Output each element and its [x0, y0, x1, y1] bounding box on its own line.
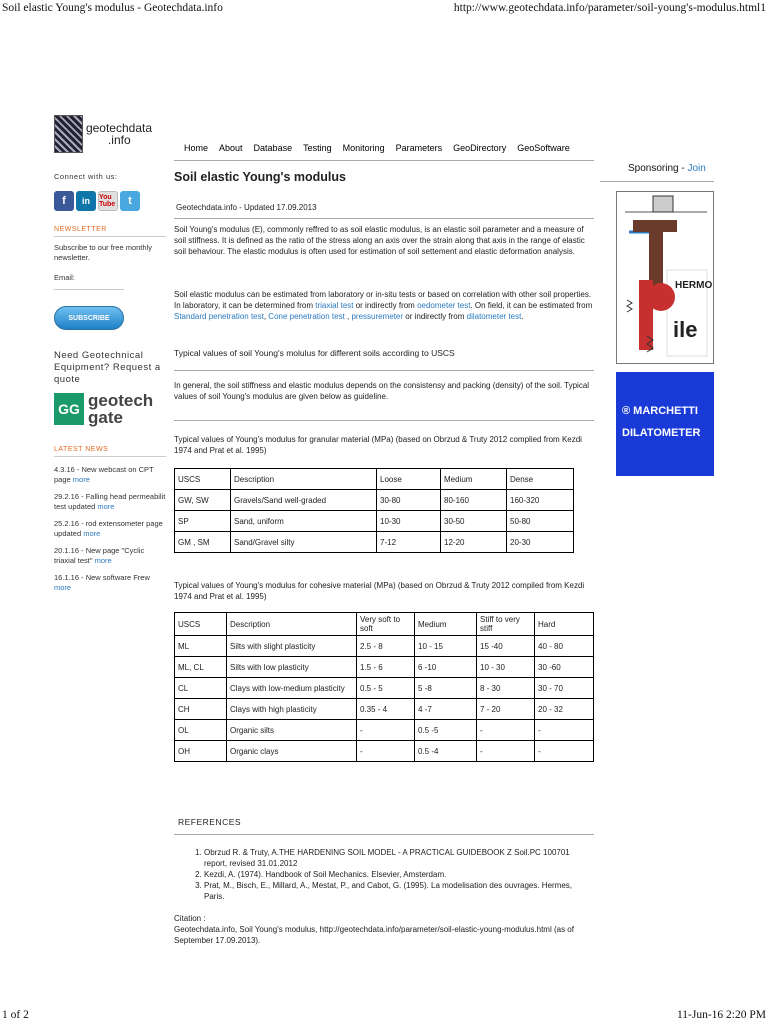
cpt-link[interactable]: Cone penetration test	[268, 312, 345, 321]
news-item: 25.2.16 - rod extensometer page updated more	[54, 519, 163, 538]
divider	[174, 834, 594, 835]
citation-text: Geotechdata.info, Soil Young's modulus, http://geotechdata.info/parameter/soil-elastic-young-modulus.html (as of September 17.09.2013).	[174, 925, 574, 945]
thermo-pile-illustration	[617, 192, 713, 363]
newsletter-text: Subscribe to our free monthly newsletter.	[54, 243, 152, 262]
citation-block	[174, 913, 574, 946]
dilatometer-test-link[interactable]: dilatometer test	[466, 312, 522, 321]
youtube-icon[interactable]: You Tube	[98, 191, 118, 211]
nav-home[interactable]: Home	[184, 143, 209, 153]
estimation-paragraph: Soil elastic modulus can be estimated from laboratory or in-situ tests or based on correlation with other soil properties. In laboratory, it can be determined from triaxial test or indirectly from oedometer test. On field, it can be estimated from Standard penetration test, Cone penetration test , pressuremeter or indirectly from dilatometer test.	[174, 290, 593, 321]
reference-item: 1. Obrzud R. & Truty, A.THE HARDENING SOIL MODEL - A PRACTICAL GUIDEBOOK Z Soil.PC 100701 report, revised 31.01.2012	[204, 847, 590, 869]
print-page-url: http://www.geotechdata.info/parameter/soil-young's-modulus.html1	[453, 2, 766, 14]
granular-table	[174, 468, 574, 553]
references-heading: REFERENCES	[178, 817, 242, 827]
print-header	[0, 0, 768, 18]
table-row: CH Clays with high plasticity 0.35 - 4 4 -7 7 - 20 20 - 32	[175, 699, 594, 720]
marchetti-dilatometer-ad[interactable]	[616, 372, 714, 476]
table-row: SP Sand, uniform 10-30 30-50 50-80	[175, 511, 574, 532]
logo-mark-icon	[54, 115, 83, 153]
left-sidebar	[54, 172, 166, 592]
top-navigation	[184, 143, 581, 153]
section-heading: Typical values of soil Young's molulus for different soils according to USCS	[174, 348, 455, 358]
connect-label: Connect with us:	[54, 172, 118, 181]
logo-line1: geotechdata	[85, 121, 152, 135]
page-title: Soil elastic Young's modulus	[174, 170, 346, 184]
nav-about[interactable]: About	[219, 143, 243, 153]
main-content	[174, 170, 594, 945]
more-link[interactable]: more	[97, 501, 115, 511]
more-link[interactable]: more	[54, 582, 72, 592]
granular-table-caption: Typical values of Young's modulus for granular material (MPa) (based on Obrzud & Truty 2012 complied from Kezdi 1974 and Prat et al. 1995)	[174, 435, 582, 455]
thermo-pile-ad[interactable]	[616, 191, 714, 364]
nav-monitoring[interactable]: Monitoring	[342, 143, 385, 153]
more-link[interactable]: more	[72, 474, 90, 484]
email-label: Email:	[54, 273, 75, 282]
spt-link[interactable]: Standard penetration test	[174, 312, 264, 321]
latest-news	[54, 446, 166, 592]
cohesive-table	[174, 612, 594, 762]
intro-paragraph: Soil Young's modulus (E), commonly reffred to as soil elastic modulus, is an elastic soil parameter and a measure of soil stiffness. It is defined as the ratio of the stress along an axis over the strain along that axis in the range of elastic soil behaviour. The elastic modulus is often used for estimation of soil settement and elastic deformation analysis.	[174, 225, 585, 256]
oedometer-test-link[interactable]: oedometer test	[417, 301, 471, 310]
print-footer	[0, 1006, 768, 1024]
logo-line2: .info	[107, 133, 131, 147]
sponsoring-header	[628, 163, 706, 174]
table-row: GM , SM Sand/Gravel silty 7-12 12-20 20-30	[175, 532, 574, 553]
table-row: OL Organic silts - 0.5 -5 - -	[175, 720, 594, 741]
sponsoring-label: Sponsoring -	[628, 163, 685, 174]
join-link[interactable]: Join	[687, 163, 706, 174]
page-count: 1 of 2	[2, 1009, 29, 1021]
table-header-row: USCS Description Loose Medium Dense	[175, 469, 574, 490]
ad-marchetti-line2: DILATOMETER	[622, 427, 701, 439]
newsletter-block	[54, 226, 166, 290]
ad-text-hermo: HERMO	[675, 280, 713, 291]
newsletter-heading: NEWSLETTER	[54, 226, 166, 237]
nav-divider	[174, 160, 594, 161]
print-timestamp: 11-Jun-16 2:20 PM	[676, 1009, 766, 1021]
ad-marchetti-line1: ® MARCHETTI	[622, 405, 698, 417]
nav-geosoftware[interactable]: GeoSoftware	[517, 143, 570, 153]
facebook-icon[interactable]: f	[54, 191, 74, 211]
news-item: 4.3.16 - New webcast on CPT page more	[54, 465, 154, 484]
citation-label: Citation :	[174, 914, 206, 923]
table-row: GW, SW Gravels/Sand well-graded 30-80 80-160 160-320	[175, 490, 574, 511]
reference-item: 2. Kezdi, A. (1974). Handbook of Soil Mechanics. Elsevier, Amsterdam.	[204, 869, 590, 880]
geotechgate-line2: gate	[88, 408, 123, 427]
nav-testing[interactable]: Testing	[303, 143, 332, 153]
references-list	[190, 847, 590, 902]
news-item: 29.2.16 - Falling head permeabilit test updated more	[54, 492, 166, 511]
latest-news-heading: LATEST NEWS	[54, 446, 166, 457]
nav-database[interactable]: Database	[253, 143, 293, 153]
equipment-quote-link[interactable]: Need Geotechnical Equipment? Request a quote	[54, 350, 161, 385]
geotechgate-logo[interactable]	[54, 392, 153, 426]
print-page-title: Soil elastic Young's modulus - Geotechdata.info	[2, 2, 223, 14]
table-row: CL Clays with low-medium plasticity 0.5 - 5 5 -8 8 - 30 30 - 70	[175, 678, 594, 699]
geotechgate-line1: geotech	[88, 391, 154, 410]
news-item: 16.1.16 - New software Frew more	[54, 573, 150, 592]
nav-parameters[interactable]: Parameters	[395, 143, 443, 153]
pressuremeter-link[interactable]: pressuremeter	[351, 312, 404, 321]
linkedin-icon[interactable]: in	[76, 191, 96, 211]
geotechgate-mark-icon: GG	[54, 393, 84, 425]
social-links	[54, 191, 166, 211]
twitter-icon[interactable]: t	[120, 191, 140, 211]
table-row: ML, CL Silts with low plasticity 1.5 - 6 6 -10 10 - 30 30 -60	[175, 657, 594, 678]
table-header-row: USCS Description Very soft to soft Medium Stiff to very stiff Hard	[175, 613, 594, 636]
more-link[interactable]: more	[83, 528, 101, 538]
table-row: ML Silts with slight plasticity 2.5 - 8 10 - 15 15 -40 40 - 80	[175, 636, 594, 657]
updated-line: Geotechdata.info - Updated 17.09.2013	[176, 203, 317, 212]
email-field[interactable]	[54, 282, 124, 290]
news-item: 20.1.16 - New page "Cyclic triaxial test" more	[54, 546, 145, 565]
table-row: OH Organic clays - 0.5 -4 - -	[175, 741, 594, 762]
subscribe-button[interactable]: SUBSCRIBE	[54, 306, 124, 330]
cohesive-table-caption: Typical values of Young's modulus for cohesive material (MPa) (based on Obrzud & Truty 2012 compiled from Kezdi 1974 and Prat et al. 1995)	[174, 581, 585, 601]
reference-item: 3. Prat, M., Bisch, E., Millard, A., Mestat, P., and Cabot, G. (1995). La modelisation des ouvrages. Hermes, Paris.	[204, 880, 590, 902]
triaxial-test-link[interactable]: triaxial test	[315, 301, 354, 310]
more-link[interactable]: more	[94, 555, 112, 565]
divider	[174, 218, 594, 219]
divider	[174, 370, 594, 371]
nav-geodirectory[interactable]: GeoDirectory	[453, 143, 507, 153]
site-logo[interactable]	[54, 115, 152, 153]
ad-text-ile: ile	[673, 317, 698, 342]
divider	[600, 181, 714, 182]
guideline-paragraph: In general, the soil stiffness and elastic modulus depends on the consistensy and packing (density) of the soil. Typical values of soil Young's modulus are given below as guideline.	[174, 381, 590, 401]
divider	[174, 420, 594, 421]
